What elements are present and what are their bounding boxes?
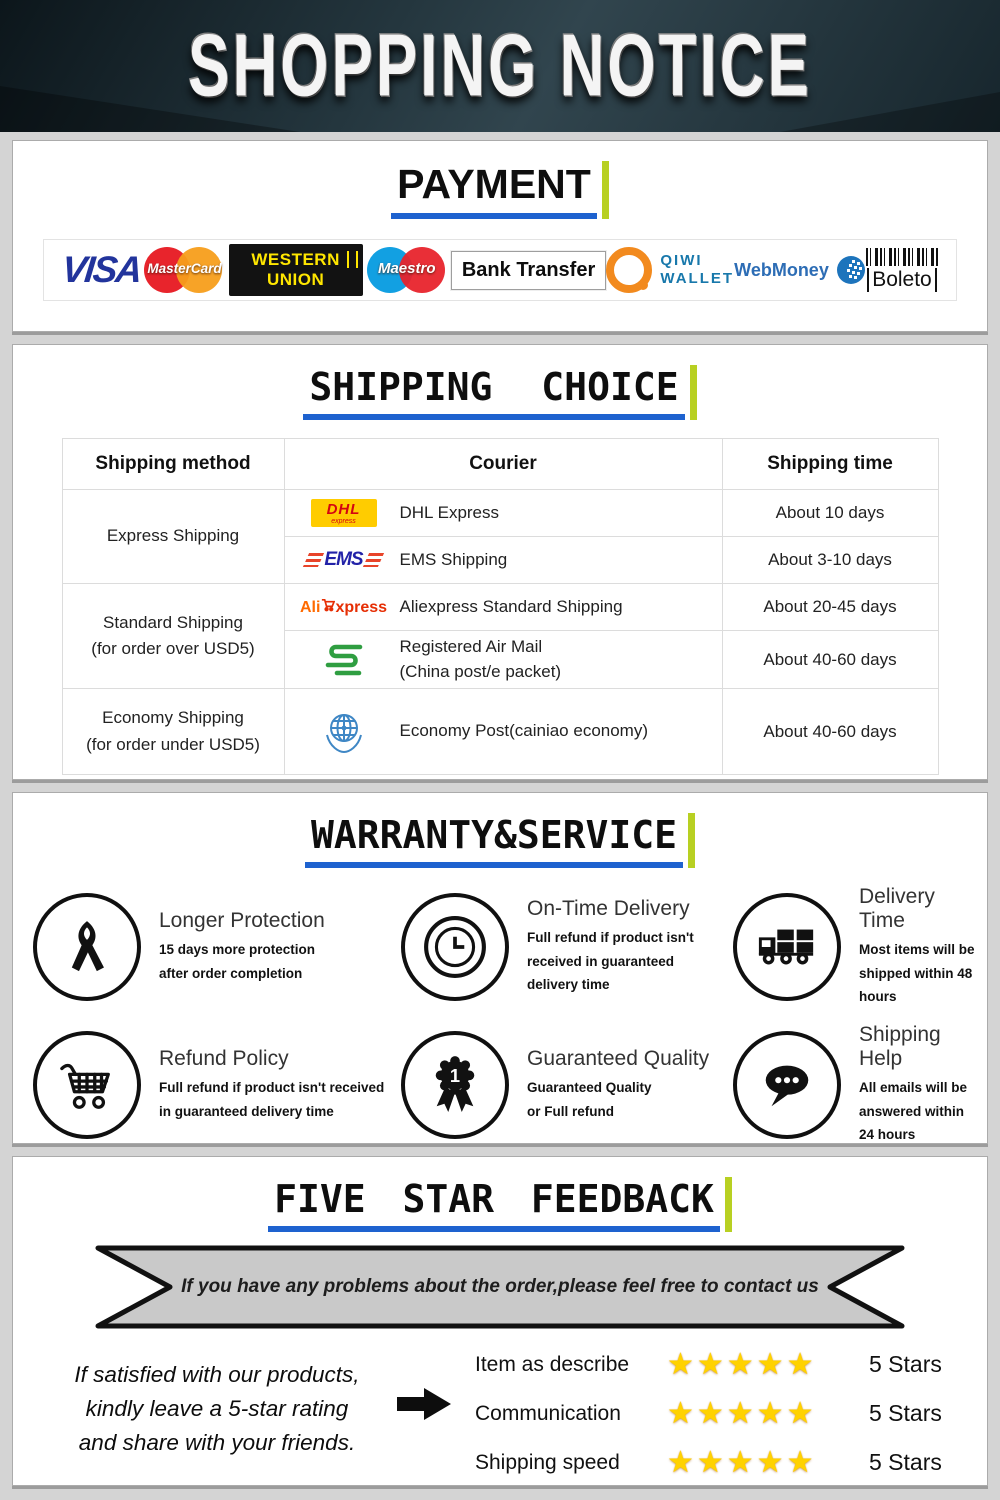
- page-title: SHOPPING NOTICE: [188, 17, 812, 115]
- courier-ems: [284, 537, 722, 584]
- warranty-section-head: [13, 813, 987, 868]
- ribbon-icon: [33, 893, 141, 1001]
- economy-post-globe-icon: [320, 708, 368, 756]
- maestro-logo: [363, 244, 451, 296]
- china-post-logo: [324, 642, 364, 678]
- bank-transfer-logo: Bank Transfer: [451, 251, 606, 290]
- mastercard-logo: [140, 244, 228, 296]
- payment-section: [12, 140, 988, 332]
- qiwi-line1: QIWI: [660, 252, 703, 269]
- clock-icon: [401, 893, 509, 1001]
- title-accent-bar: [688, 813, 695, 868]
- webmoney-logo: [734, 255, 866, 285]
- boleto-barcode-icon: [866, 248, 938, 266]
- mastercard-label: MasterCard: [147, 261, 222, 276]
- visa-logo: VISA: [59, 249, 143, 290]
- title-accent-bar: [725, 1177, 732, 1232]
- method-express: Express Shipping: [62, 490, 284, 584]
- payment-section-head: [13, 161, 987, 219]
- method-standard: Standard Shipping (for order over USD5): [62, 584, 284, 689]
- courier-name: Economy Post(cainiao economy): [399, 721, 649, 741]
- five-stars-icon: ★★★★★: [667, 1348, 817, 1381]
- shipping-section-head: [13, 365, 987, 420]
- shipping-table: [62, 438, 939, 775]
- header-shipping-time: Shipping time: [722, 439, 938, 490]
- table-row: [62, 490, 938, 537]
- western-union-logo: [229, 244, 363, 295]
- ratings-list: [475, 1340, 942, 1486]
- medal-icon: [401, 1031, 509, 1139]
- rating-row-item-as-describe: Item as describe ★★★★★ 5 Stars: [475, 1348, 942, 1381]
- boleto-label: Boleto: [872, 268, 932, 291]
- western-union-line2: UNION: [266, 270, 325, 289]
- feedback-title: FIVE STAR FEEDBACK: [274, 1177, 714, 1221]
- courier-airmail: [284, 631, 722, 689]
- western-union-bars-icon: [347, 251, 358, 268]
- western-union-line1: WESTERN: [251, 250, 340, 270]
- arrow-right-icon: [397, 1388, 451, 1420]
- maestro-label: Maestro: [377, 260, 436, 277]
- warranty-grid: [13, 878, 987, 1144]
- courier-name: Aliexpress Standard Shipping: [399, 596, 623, 616]
- feedback-section: [12, 1156, 988, 1486]
- warranty-title: WARRANTY&SERVICE: [310, 813, 678, 857]
- qiwi-wallet-logo: [606, 247, 734, 293]
- aliexpress-cart-icon: [320, 597, 335, 612]
- time-cell: About 10 days: [722, 490, 938, 537]
- header-courier: Courier: [284, 439, 722, 490]
- title-accent-bar: [602, 161, 609, 219]
- shipping-table-header-row: [62, 439, 938, 490]
- medal-number: 1: [449, 1065, 461, 1087]
- rating-row-shipping-speed: Shipping speed ★★★★★ 5 Stars: [475, 1446, 942, 1479]
- boleto-right-bar: [935, 268, 937, 292]
- truck-icon: [733, 893, 841, 1001]
- feedback-bottom: [13, 1330, 987, 1486]
- warranty-item-shipping-help: Shipping Help All emails will be answered within 24 hours: [733, 1016, 979, 1144]
- five-stars-icon: ★★★★★: [667, 1446, 817, 1479]
- courier-name: Registered Air Mail (China post/e packet): [399, 636, 562, 681]
- courier-name: EMS Shipping: [399, 549, 508, 569]
- aliexpress-logo: Ali xpress: [299, 598, 388, 616]
- warranty-item-longer-protection: Longer Protection 15 days more protection after order completion: [33, 878, 401, 1016]
- warranty-item-guaranteed-quality: 1 Guaranteed Quality Guaranteed Quality or Full refund: [401, 1016, 733, 1144]
- title-accent-bar: [690, 365, 697, 420]
- feedback-section-head: [13, 1177, 987, 1232]
- boleto-left-bar: [867, 268, 869, 292]
- table-row: [62, 584, 938, 631]
- ems-logo: EMS: [306, 549, 380, 571]
- ems-stripes-icon: [303, 553, 324, 567]
- qiwi-line2: WALLET: [660, 270, 735, 287]
- payment-logos-strip: [43, 239, 957, 301]
- warranty-item-delivery-time: Delivery Time Most items will be shipped within 48 hours: [733, 878, 979, 1016]
- ems-stripes-icon: [362, 553, 383, 567]
- dhl-logo: DHL express: [311, 499, 377, 527]
- warranty-section: [12, 792, 988, 1144]
- payment-title: PAYMENT: [397, 161, 591, 207]
- header-banner: [0, 0, 1000, 132]
- chat-icon: [733, 1031, 841, 1139]
- webmoney-globe-icon: [836, 255, 866, 285]
- courier-economy-post: [284, 689, 722, 775]
- title-underline: [268, 1226, 720, 1232]
- shipping-title: SHIPPING CHOICE: [309, 365, 679, 409]
- warranty-item-on-time-delivery: On-Time Delivery Full refund if product isn't received in guaranteed delivery time: [401, 878, 733, 1016]
- courier-aliexpress: [284, 584, 722, 631]
- time-cell: About 40-60 days: [722, 631, 938, 689]
- shipping-section: [12, 344, 988, 780]
- time-cell: About 3-10 days: [722, 537, 938, 584]
- time-cell: About 20-45 days: [722, 584, 938, 631]
- five-star-cta-text: If satisfied with our products, kindly leave a 5-star rating and share with your friends.: [74, 1362, 360, 1455]
- header-shipping-method: Shipping method: [62, 439, 284, 490]
- method-economy: Economy Shipping (for order under USD5): [62, 689, 284, 775]
- courier-name: DHL Express: [399, 502, 500, 522]
- webmoney-label: WebMoney: [734, 259, 829, 280]
- boleto-logo: [866, 248, 938, 292]
- title-underline: [303, 414, 684, 420]
- cart-icon: [33, 1031, 141, 1139]
- warranty-item-refund-policy: Refund Policy Full refund if product isn't received in guaranteed delivery time: [33, 1016, 401, 1144]
- table-row: [62, 689, 938, 775]
- title-underline: [305, 862, 683, 868]
- qiwi-ring-icon: [606, 247, 652, 293]
- time-cell: About 40-60 days: [722, 689, 938, 775]
- rating-row-communication: Communication ★★★★★ 5 Stars: [475, 1397, 942, 1430]
- contact-banner-ribbon: [94, 1244, 906, 1330]
- courier-dhl: [284, 490, 722, 537]
- title-underline: [391, 213, 597, 219]
- five-stars-icon: ★★★★★: [667, 1397, 817, 1430]
- contact-banner-text: If you have any problems about the order,please feel free to contact us: [181, 1276, 819, 1297]
